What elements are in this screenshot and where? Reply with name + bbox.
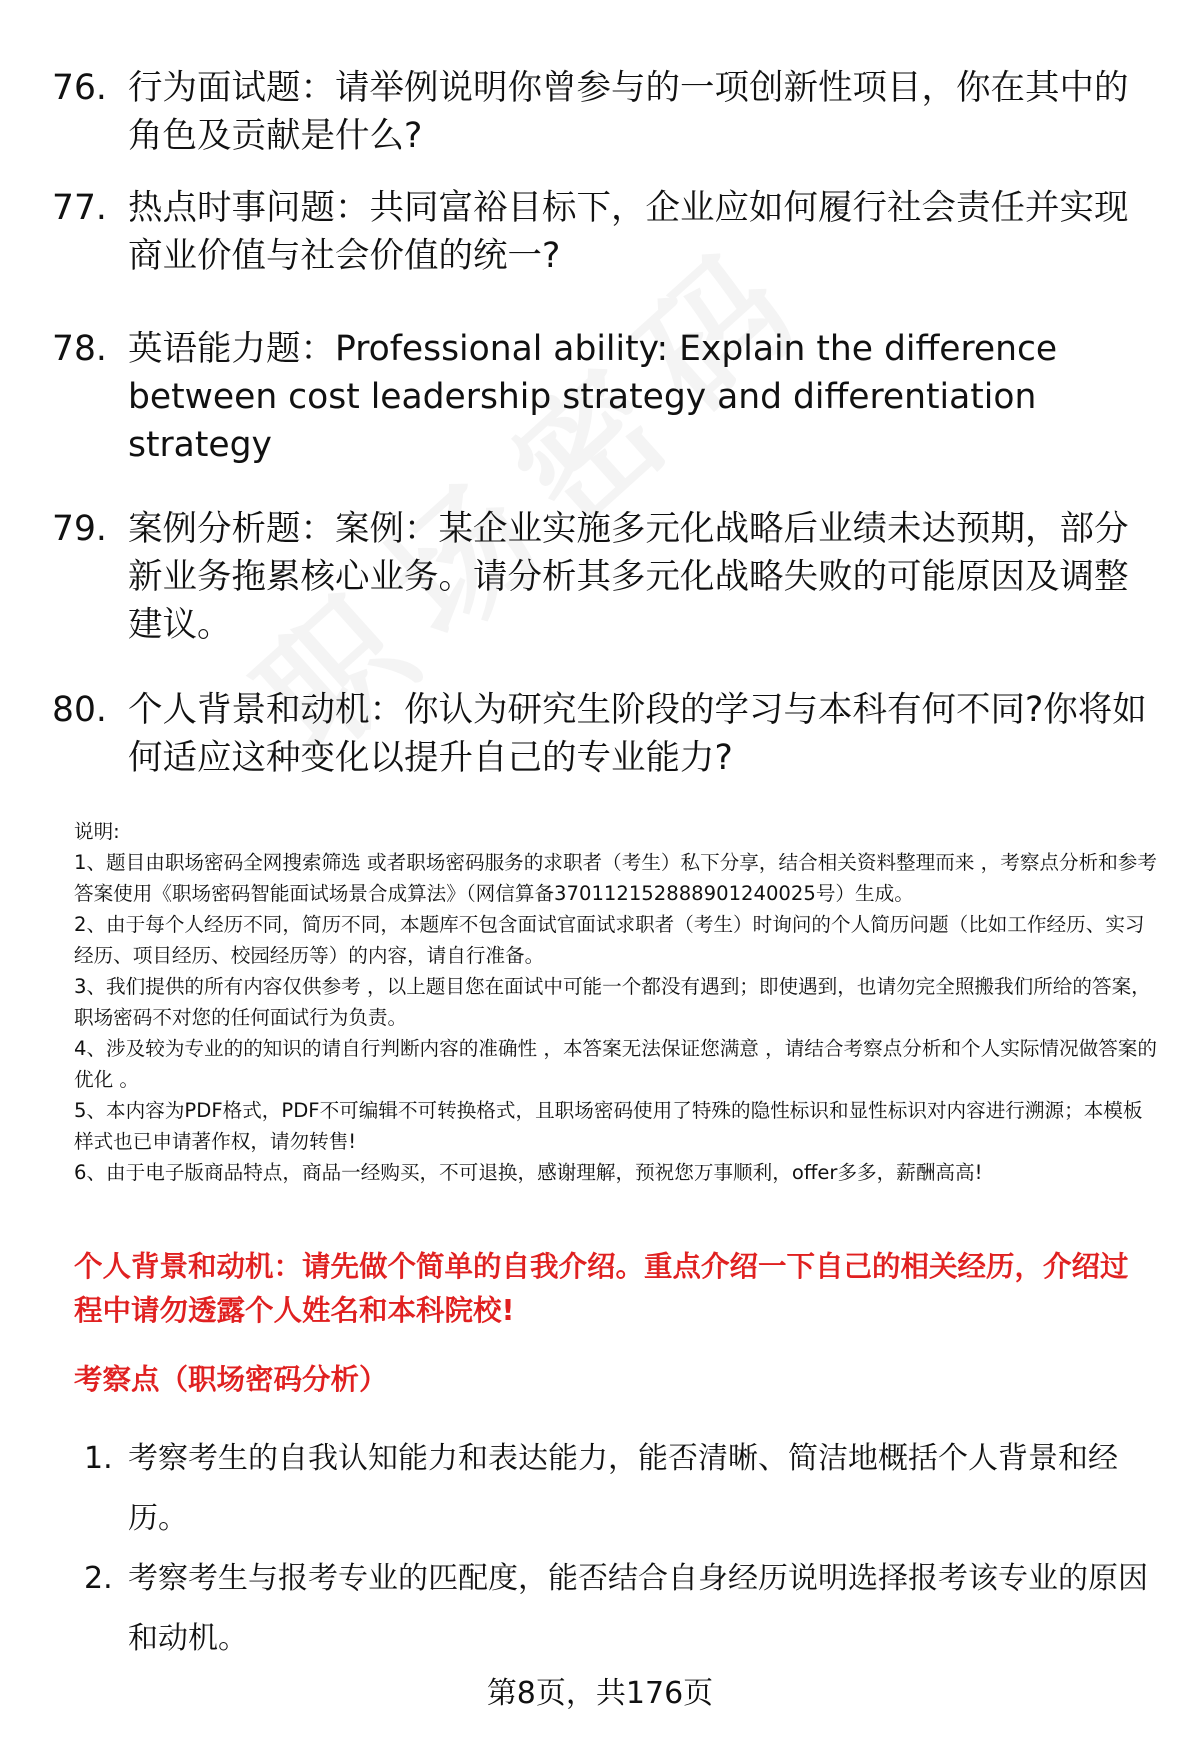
point-number: 1. [84,1441,113,1476]
question-text: 英语能力题：Professional ability: Explain the difference between cost leadership strategy and differentiation strategy [128,329,1058,465]
note-item: 6、由于电子版商品特点，商品一经购买，不可退换，感谢理解，预祝您万事顺利，offer多多，薪酬高高! [74,1161,983,1184]
analysis-point-2 [84,1549,1154,1669]
question-79 [52,505,1152,649]
note-item: 3、我们提供的所有内容仅供参考 ，以上题目您在面试中可能一个都没有遇到；即使遇到，也请勿完全照搬我们所给的答案，职场密码不对您的任何面试行为负责。 [74,975,1151,1029]
question-number: 80. [52,690,107,730]
question-text: 案例分析题：案例：某企业实施多元化战略后业绩未达预期，部分新业务拖累核心业务。请分析其多元化战略失败的可能原因及调整建议。 [128,509,1129,645]
question-76 [52,64,1152,160]
question-number: 76. [52,68,107,108]
notes-block [74,816,1162,1188]
question-number: 77. [52,188,107,228]
question-78 [52,325,1152,469]
page-footer: 第8页，共176页 [486,1676,714,1711]
question-text: 个人背景和动机：你认为研究生阶段的学习与本科有何不同?你将如何适应这种变化以提升自己的专业能力? [128,690,1147,778]
analysis-point-1 [84,1429,1154,1549]
note-item: 4、涉及较为专业的的知识的请自行判断内容的准确性 ，本答案无法保证您满意 ，请结合考察点分析和个人实际情况做答案的优化 。 [74,1037,1157,1091]
question-77 [52,184,1152,280]
question-text: 行为面试题：请举例说明你曾参与的一项创新性项目，你在其中的角色及贡献是什么? [128,68,1129,156]
point-number: 2. [84,1561,113,1596]
question-number: 79. [52,509,107,549]
point-text: 考察考生与报考专业的匹配度，能否结合自身经历说明选择报考该专业的原因和动机。 [128,1561,1148,1656]
note-item: 2、由于每个人经历不同，简历不同，本题库不包含面试官面试求职者（考生）时询问的个人简历问题（比如工作经历、实习经历、项目经历、校园经历等）的内容，请自行准备。 [74,913,1145,967]
section-question-title: 个人背景和动机：请先做个简单的自我介绍。重点介绍一下自己的相关经历，介绍过程中请勿透露个人姓名和本科院校! [74,1250,1129,1327]
analysis-heading: 考察点（职场密码分析） [74,1363,388,1396]
note-item: 5、本内容为PDF格式，PDF不可编辑不可转换格式，且职场密码使用了特殊的隐性标识和显性标识对内容进行溯源；本模板样式也已申请著作权，请勿转售! [74,1099,1143,1153]
note-item: 1、题目由职场密码全网搜索筛选 或者职场密码服务的求职者（考生）私下分享，结合相关资料整理而来 ，考察点分析和参考答案使用《职场密码智能面试场景合成算法》（网信算备370112152888901240025号）生成。 [74,851,1157,905]
question-text: 热点时事问题：共同富裕目标下，企业应如何履行社会责任并实现商业价值与社会价值的统一? [128,188,1129,276]
question-number: 78. [52,329,107,369]
question-80 [52,686,1152,782]
point-text: 考察考生的自我认知能力和表达能力，能否清晰、简洁地概括个人背景和经历。 [128,1441,1118,1536]
notes-heading: 说明: [74,820,120,843]
